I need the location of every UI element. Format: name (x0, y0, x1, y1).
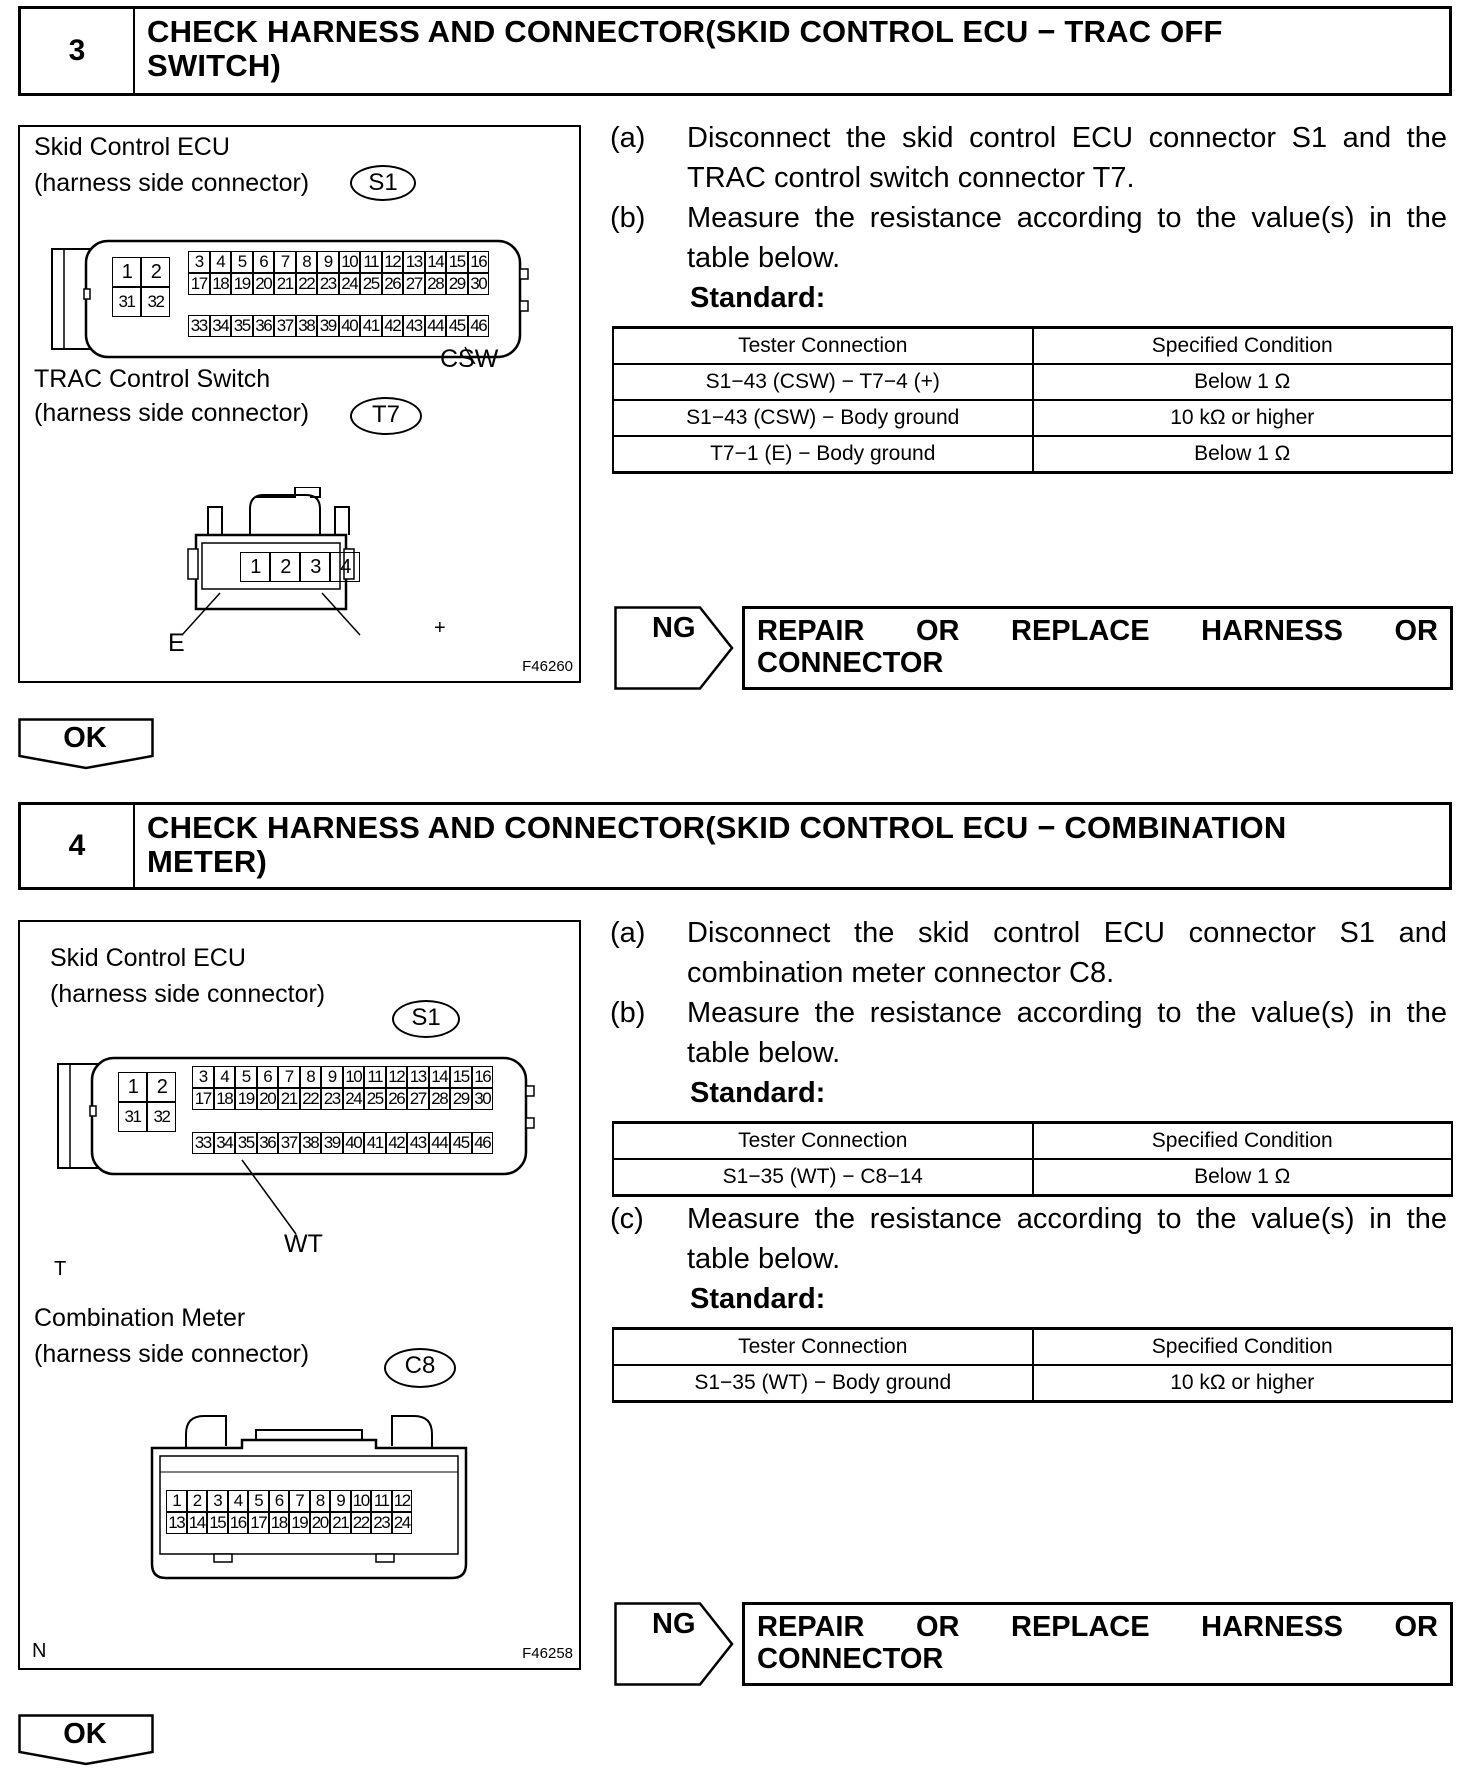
action-word: OR (1394, 615, 1438, 647)
ok-indicator (18, 718, 154, 770)
pin: 20 (310, 1512, 331, 1534)
instruction-tag: (c) (610, 1203, 644, 1235)
figure-id: F46258 (522, 1645, 573, 1662)
pin: 5 (248, 1490, 269, 1512)
pin: 41 (364, 1132, 386, 1154)
pin: 9 (321, 1066, 343, 1088)
action-word: REPLACE (1011, 1611, 1150, 1643)
pin: 15 (450, 1066, 472, 1088)
pin: 21 (274, 273, 296, 295)
table-cell: S1−35 (WT) − Body ground (613, 1365, 1033, 1402)
pin: 11 (360, 251, 382, 273)
step-title-line-2: METER) (147, 844, 268, 879)
table-cell: 10 kΩ or higher (1033, 1365, 1453, 1402)
step-4-figure (18, 920, 581, 1670)
pin: 17 (248, 1512, 269, 1534)
figure-id: F46260 (522, 658, 573, 675)
table-cell: Below 1 Ω (1033, 436, 1453, 473)
pin: 22 (296, 273, 318, 295)
ng-label: NG (652, 1608, 696, 1640)
pin: 45 (446, 315, 468, 337)
pin: 9 (317, 251, 339, 273)
pin: 1 (166, 1490, 187, 1512)
pin: 5 (235, 1066, 257, 1088)
pin: 6 (269, 1490, 290, 1512)
ecu-pins-row2 (192, 1088, 493, 1110)
pin: 1 (112, 257, 141, 287)
pin: 8 (296, 251, 318, 273)
pin: 8 (300, 1066, 322, 1088)
pin: 3 (192, 1066, 214, 1088)
n-mark: N (32, 1640, 47, 1662)
pin: 45 (450, 1132, 472, 1154)
pin: 39 (321, 1132, 343, 1154)
pin: 41 (360, 315, 382, 337)
ok-indicator (18, 1714, 154, 1766)
pin: 13 (166, 1512, 187, 1534)
pin: 23 (321, 1088, 343, 1110)
meter-pins-row2 (166, 1512, 412, 1534)
pin: 24 (392, 1512, 413, 1534)
pin: 14 (425, 251, 447, 273)
table-header: Tester Connection (613, 328, 1033, 365)
pin: 16 (468, 251, 490, 273)
spec-table (612, 326, 1453, 474)
pin: 12 (392, 1490, 413, 1512)
table-header: Tester Connection (613, 1123, 1033, 1160)
plus-label: + (434, 617, 446, 639)
pin: 27 (407, 1088, 429, 1110)
instruction-text: Measure the resistance according to the value(s) in the table below. (687, 997, 1447, 1069)
connector-badge-s1: S1 (350, 165, 416, 201)
pin: 3 (207, 1490, 228, 1512)
connector-badge-t7: T7 (350, 397, 422, 435)
switch-pins (240, 552, 360, 582)
pin: 24 (343, 1088, 365, 1110)
pin: 21 (330, 1512, 351, 1534)
pin: 38 (296, 315, 318, 337)
pin: 42 (386, 1132, 408, 1154)
ok-label: OK (63, 1718, 107, 1750)
spec-table-c (612, 1327, 1453, 1403)
switch-sublabel: (harness side connector) (34, 399, 310, 427)
pin: 28 (429, 1088, 451, 1110)
pin: 19 (235, 1088, 257, 1110)
action-word: REPLACE (1011, 615, 1150, 647)
standard-label: Standard: (690, 1283, 826, 1315)
ecu-label: Skid Control ECU (34, 133, 230, 161)
pin: 3 (300, 552, 330, 582)
pin: 31 (112, 287, 141, 317)
pin: 13 (403, 251, 425, 273)
pin: 16 (472, 1066, 494, 1088)
pin: 6 (257, 1066, 279, 1088)
pin: 18 (210, 273, 232, 295)
table-header: Specified Condition (1033, 1123, 1453, 1160)
pin: 46 (472, 1132, 494, 1154)
pin: 4 (228, 1490, 249, 1512)
pin: 36 (257, 1132, 279, 1154)
pin: 7 (274, 251, 296, 273)
instruction-tag: (a) (610, 122, 646, 154)
table-cell: S1−35 (WT) − C8−14 (613, 1159, 1033, 1196)
table-header-row (613, 1329, 1452, 1366)
table-row (613, 436, 1452, 473)
pin: 19 (289, 1512, 310, 1534)
ecu-pins-row1 (192, 1066, 493, 1088)
pin: 29 (450, 1088, 472, 1110)
step-title (147, 811, 1439, 879)
action-word: OR (1394, 1611, 1438, 1643)
pin: 29 (446, 273, 468, 295)
table-cell: T7−1 (E) − Body ground (613, 436, 1033, 473)
connector-badge-s1: S1 (392, 1000, 460, 1038)
pin: 1 (118, 1072, 147, 1102)
pin: 35 (231, 315, 253, 337)
standard-label: Standard: (690, 282, 826, 314)
pin: 18 (214, 1088, 236, 1110)
pin: 32 (147, 1102, 176, 1132)
pin: 44 (429, 1132, 451, 1154)
pin: 14 (429, 1066, 451, 1088)
pin: 39 (317, 315, 339, 337)
table-cell: S1−43 (CSW) − Body ground (613, 400, 1033, 436)
ecu-sublabel: (harness side connector) (34, 169, 310, 197)
ecu-pins-left-row1 (112, 257, 170, 287)
pin: 37 (278, 1132, 300, 1154)
pin: 15 (446, 251, 468, 273)
pin: 22 (351, 1512, 372, 1534)
ecu-pins-left-row1 (118, 1072, 176, 1102)
pin: 37 (274, 315, 296, 337)
pin: 6 (253, 251, 275, 273)
table-cell: S1−43 (CSW) − T7−4 (+) (613, 364, 1033, 400)
table-row (613, 400, 1452, 436)
pin: 7 (278, 1066, 300, 1088)
table-header: Specified Condition (1033, 328, 1453, 365)
pin: 30 (468, 273, 490, 295)
action-line-1 (757, 1611, 1438, 1643)
instruction-tag: (b) (610, 997, 646, 1029)
ecu-pins-row3 (188, 315, 489, 337)
ng-indicator (614, 1602, 736, 1686)
connector-badge-c8: C8 (384, 1348, 456, 1388)
pin: 20 (257, 1088, 279, 1110)
ecu-pins-row3 (192, 1132, 493, 1154)
instruction-text: Measure the resistance according to the value(s) in the table below. (687, 202, 1447, 274)
table-header: Specified Condition (1033, 1329, 1453, 1366)
pin: 28 (425, 273, 447, 295)
step-title (147, 15, 1439, 83)
table-row (613, 1159, 1452, 1196)
action-word: REPAIR (757, 1611, 865, 1643)
pin: 2 (270, 552, 300, 582)
pin: 24 (339, 273, 361, 295)
pin: 4 (330, 552, 360, 582)
pin: 21 (278, 1088, 300, 1110)
action-word: REPAIR (757, 615, 865, 647)
table-header-row (613, 328, 1452, 365)
pin: 40 (339, 315, 361, 337)
spec-table-b (612, 1121, 1453, 1197)
pin: 44 (425, 315, 447, 337)
table-header: Tester Connection (613, 1329, 1033, 1366)
pin: 17 (192, 1088, 214, 1110)
table-cell: Below 1 Ω (1033, 364, 1453, 400)
pin: 10 (339, 251, 361, 273)
meter-pins-row1 (166, 1490, 412, 1512)
pin: 34 (210, 315, 232, 337)
ecu-pins-left-row2 (112, 287, 170, 317)
pin: 1 (240, 552, 270, 582)
table-header-row (613, 1123, 1452, 1160)
pin: 25 (364, 1088, 386, 1110)
table-cell: Below 1 Ω (1033, 1159, 1453, 1196)
pin: 8 (310, 1490, 331, 1512)
table-row (613, 364, 1452, 400)
pin: 33 (188, 315, 210, 337)
step-number: 3 (21, 9, 135, 93)
pin: 23 (317, 273, 339, 295)
pin: 23 (371, 1512, 392, 1534)
step-title-line-2: SWITCH) (147, 48, 281, 83)
pin: 12 (386, 1066, 408, 1088)
pin: 43 (403, 315, 425, 337)
pin: 35 (235, 1132, 257, 1154)
step-title-line-1: CHECK HARNESS AND CONNECTOR(SKID CONTROL ECU − TRAC OFF (147, 14, 1223, 49)
step-3-header (18, 6, 1452, 96)
pin: 22 (300, 1088, 322, 1110)
instruction-text: Disconnect the skid control ECU connector S1 and the TRAC control switch connector T7. (687, 122, 1447, 194)
instruction-text: Measure the resistance according to the value(s) in the table below. (687, 1203, 1447, 1275)
ecu-sublabel: (harness side connector) (50, 980, 326, 1008)
pin: 26 (382, 273, 404, 295)
pin: 2 (147, 1072, 176, 1102)
pin: 33 (192, 1132, 214, 1154)
pin: 34 (214, 1132, 236, 1154)
pin: 36 (253, 315, 275, 337)
pin: 4 (214, 1066, 236, 1088)
pin: 11 (364, 1066, 386, 1088)
pin: 31 (118, 1102, 147, 1132)
standard-label: Standard: (690, 1077, 826, 1109)
action-line-2: CONNECTOR (757, 647, 944, 679)
action-word: OR (915, 1611, 960, 1643)
ecu-pins-row1 (188, 251, 489, 273)
instruction-text: Disconnect the skid control ECU connector S1 and combination meter connector C8. (687, 917, 1447, 989)
step-title-line-1: CHECK HARNESS AND CONNECTOR(SKID CONTROL ECU − COMBINATION (147, 810, 1287, 845)
ecu-pins-left-row2 (118, 1102, 176, 1132)
pin: 19 (231, 273, 253, 295)
pin: 15 (207, 1512, 228, 1534)
meter-label: Combination Meter (34, 1304, 246, 1332)
table-cell: 10 kΩ or higher (1033, 400, 1453, 436)
action-word: HARNESS (1201, 615, 1343, 647)
pin: 43 (407, 1132, 429, 1154)
pin: 16 (228, 1512, 249, 1534)
t-mark: T (54, 1258, 67, 1280)
action-word: OR (915, 615, 960, 647)
pin: 40 (343, 1132, 365, 1154)
pin: 9 (330, 1490, 351, 1512)
pin: 12 (382, 251, 404, 273)
pin: 42 (382, 315, 404, 337)
instruction-tag: (a) (610, 917, 646, 949)
step-3-figure (18, 125, 581, 683)
ng-action-box (742, 1602, 1453, 1686)
pin: 13 (407, 1066, 429, 1088)
csw-label: CSW (440, 345, 499, 373)
pin: 10 (343, 1066, 365, 1088)
e-label: E (168, 629, 185, 657)
ecu-label: Skid Control ECU (50, 944, 246, 972)
table-row (613, 1365, 1452, 1402)
ecu-pins-row2 (188, 273, 489, 295)
pin: 18 (269, 1512, 290, 1534)
pin: 2 (141, 257, 170, 287)
pin: 25 (360, 273, 382, 295)
pin: 46 (468, 315, 490, 337)
switch-label: TRAC Control Switch (34, 365, 271, 393)
action-line-1 (757, 615, 1438, 647)
pin: 7 (289, 1490, 310, 1512)
instruction-tag: (b) (610, 202, 646, 234)
pin: 11 (371, 1490, 392, 1512)
pin: 3 (188, 251, 210, 273)
pin: 30 (472, 1088, 494, 1110)
action-line-2: CONNECTOR (757, 1643, 944, 1675)
meter-sublabel: (harness side connector) (34, 1340, 310, 1368)
pin: 20 (253, 273, 275, 295)
ng-indicator (614, 606, 736, 690)
pin: 38 (300, 1132, 322, 1154)
pin: 4 (210, 251, 232, 273)
pin: 10 (351, 1490, 372, 1512)
ng-action-box (742, 606, 1453, 690)
ok-label: OK (63, 722, 107, 754)
step-number: 4 (21, 805, 135, 887)
pin: 26 (386, 1088, 408, 1110)
wt-label: WT (284, 1230, 323, 1258)
pin: 5 (231, 251, 253, 273)
pin: 2 (187, 1490, 208, 1512)
action-word: HARNESS (1201, 1611, 1343, 1643)
ng-label: NG (652, 612, 696, 644)
pin: 32 (141, 287, 170, 317)
pin: 17 (188, 273, 210, 295)
pin: 27 (403, 273, 425, 295)
pin: 14 (187, 1512, 208, 1534)
step-4-header (18, 802, 1452, 890)
